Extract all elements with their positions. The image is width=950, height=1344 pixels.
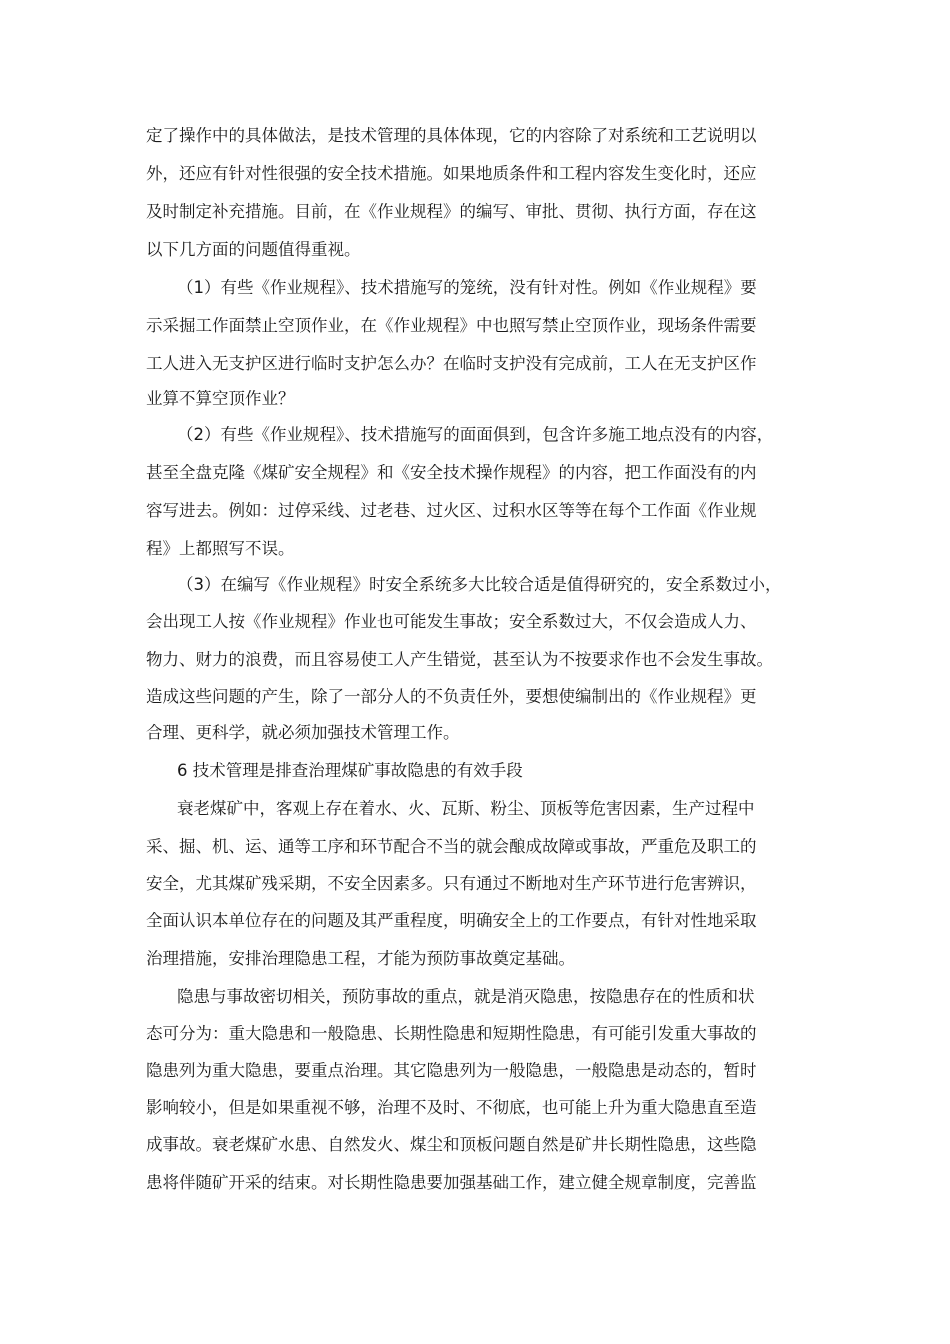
- text-line: 及时制定补充措施。目前，在《作业规程》的编写、审批、贯彻、执行方面，存在这: [146, 202, 757, 221]
- text-line: 成事故。衰老煤矿水患、自然发火、煤尘和顶板问题自然是矿井长期性隐患，这些隐: [146, 1135, 757, 1154]
- text-line: 影响较小，但是如果重视不够，治理不及时、不彻底，也可能上升为重大隐患直至造: [146, 1098, 757, 1117]
- text-line: 以下几方面的问题值得重视。: [146, 240, 361, 259]
- text-line: （1）有些《作业规程》、技术措施写的笼统，没有针对性。例如《作业规程》要: [177, 278, 757, 297]
- text-line: 外，还应有针对性很强的安全技术措施。如果地质条件和工程内容发生变化时，还应: [146, 164, 757, 183]
- text-line: 程》上都照写不误。: [146, 539, 295, 558]
- text-line: 会出现工人按《作业规程》作业也可能发生事故；安全系数过大，不仅会造成人力、: [146, 612, 757, 631]
- text-line: 隐患与事故密切相关，预防事故的重点，就是消灭隐患，按隐患存在的性质和状: [177, 987, 755, 1006]
- text-line: 业算不算空顶作业？: [146, 389, 295, 408]
- text-line: 容写进去。例如：过停采线、过老巷、过火区、过积水区等等在每个工作面《作业规: [146, 501, 757, 520]
- text-line: 物力、财力的浪费，而且容易使工人产生错觉，甚至认为不按要求作也不会发生事故。: [146, 650, 773, 669]
- text-line: 治理措施，安排治理隐患工程，才能为预防事故奠定基础。: [146, 949, 575, 968]
- text-line: 采、掘、机、运、通等工序和环节配合不当的就会酿成故障或事故，严重危及职工的: [146, 837, 757, 856]
- text-line: 甚至全盘克隆《煤矿安全规程》和《安全技术操作规程》的内容，把工作面没有的内: [146, 463, 757, 482]
- text-line: 安全，尤其煤矿残采期，不安全因素多。只有通过不断地对生产环节进行危害辨识，: [146, 874, 757, 893]
- text-line: （2）有些《作业规程》、技术措施写的面面俱到，包含许多施工地点没有的内容，: [177, 425, 774, 444]
- section-heading: 6 技术管理是排查治理煤矿事故隐患的有效手段: [177, 761, 523, 780]
- text-line: 态可分为：重大隐患和一般隐患、长期性隐患和短期性隐患，有可能引发重大事故的: [146, 1024, 757, 1043]
- text-line: 衰老煤矿中，客观上存在着水、火、瓦斯、粉尘、顶板等危害因素，生产过程中: [177, 799, 755, 818]
- text-line: 隐患列为重大隐患，要重点治理。其它隐患列为一般隐患，一般隐患是动态的，暂时: [146, 1061, 757, 1080]
- text-line: 造成这些问题的产生，除了一部分人的不负责任外，要想使编制出的《作业规程》更: [146, 687, 757, 706]
- text-line: 示采掘工作面禁止空顶作业，在《作业规程》中也照写禁止空顶作业，现场条件需要: [146, 316, 757, 335]
- text-line: 定了操作中的具体做法，是技术管理的具体体现，它的内容除了对系统和工艺说明以: [146, 126, 757, 145]
- text-line: 工人进入无支护区进行临时支护怎么办？在临时支护没有完成前，工人在无支护区作: [146, 354, 757, 373]
- text-line: 全面认识本单位存在的问题及其严重程度，明确安全上的工作要点，有针对性地采取: [146, 911, 757, 930]
- text-line: （3）在编写《作业规程》时安全系统多大比较合适是值得研究的，安全系数过小，: [177, 575, 782, 594]
- text-line: 患将伴随矿开采的结束。对长期性隐患要加强基础工作，建立健全规章制度，完善监: [146, 1173, 757, 1192]
- text-line: 合理、更科学，就必须加强技术管理工作。: [146, 723, 460, 742]
